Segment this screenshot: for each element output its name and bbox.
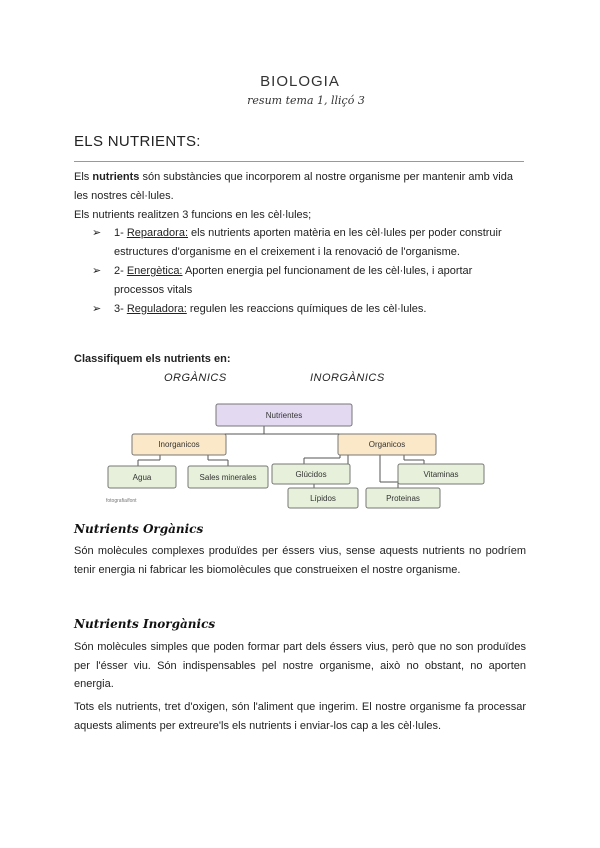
intro-paragraph bbox=[74, 168, 528, 225]
nutrients-diagram bbox=[104, 398, 496, 514]
glucids-node bbox=[272, 464, 350, 484]
organic-node bbox=[338, 434, 436, 455]
function-name: Reparadora: bbox=[126, 227, 188, 239]
organic-paragraph: Són molècules complexes produïdes per éssers vius, sense aquests nutrients no podríem tenir energia ni fabricar les biomolècules que construeixen el nostre organisme. bbox=[74, 545, 526, 576]
horizontal-divider bbox=[74, 161, 524, 162]
arrow-bullet-icon: ➢ bbox=[92, 227, 102, 239]
function-number: 1- bbox=[114, 227, 127, 239]
intro-rest: són substàncies que incorporem al nostre organisme per mantenir amb vida les nostres cèl·lules. bbox=[74, 171, 513, 202]
root-node bbox=[216, 404, 352, 426]
closing-paragraph: Tots els nutrients, tret d'oxigen, són l'aliment que ingerim. El nostre organisme fa processar aquests aliments per extreure'ls els nutrients i enviar-los cap a les cèl·lules. bbox=[74, 701, 526, 732]
salts-node-label: Sales minerales bbox=[199, 473, 257, 482]
list-item bbox=[92, 262, 512, 300]
arrow-bullet-icon: ➢ bbox=[92, 265, 102, 277]
intro-bold-term: nutrients bbox=[92, 171, 140, 183]
water-node bbox=[108, 466, 176, 488]
list-item bbox=[92, 224, 512, 262]
organic-heading: Nutrients Orgànics bbox=[74, 522, 204, 536]
function-name: Reguladora: bbox=[126, 303, 187, 315]
document-title: BIOLOGIA bbox=[260, 73, 340, 90]
inorganic-node-label: Inorganicos bbox=[158, 440, 200, 449]
salts-node bbox=[188, 466, 268, 488]
function-text: els nutrients aporten matèria en les cèl·lules per poder construir estructures d'organisme en el creixement i la renovació de l'organisme. bbox=[114, 227, 502, 258]
function-name: Energètica: bbox=[126, 265, 183, 277]
water-node-label: Agua bbox=[132, 473, 152, 482]
section-title: ELS NUTRIENTS: bbox=[74, 133, 201, 150]
function-text: regulen les reaccions químiques de les cèl·lules. bbox=[186, 303, 427, 315]
intro-functions-line: Els nutrients realitzen 3 funcions en les cèl·lules; bbox=[74, 209, 312, 221]
inorganic-paragraph: Són molècules simples que poden formar part dels éssers vius, però que no son produïdes per l'ésser viu. Són indispensables pel nostre organisme, això no obstant, no aporten energia. bbox=[74, 641, 526, 690]
document-subtitle: resum tema 1, lliçó 3 bbox=[247, 94, 365, 107]
function-text: Aporten energia pel funcionament de les cèl·lules, i aportar processos vitals bbox=[114, 265, 473, 296]
lipids-node-label: Lípidos bbox=[310, 494, 336, 503]
glucids-node-label: Glúcidos bbox=[295, 470, 327, 479]
lipids-node bbox=[288, 488, 358, 508]
classification-heading: Classifiquem els nutrients en: bbox=[74, 353, 231, 365]
inorganic-heading: Nutrients Inorgànics bbox=[74, 617, 216, 631]
organic-node-label: Organicos bbox=[368, 440, 406, 449]
proteins-node-label: Proteinas bbox=[386, 494, 420, 503]
function-number: 3- bbox=[114, 303, 127, 315]
vitamins-node bbox=[398, 464, 484, 484]
root-node-label: Nutrientes bbox=[265, 411, 303, 420]
proteins-node bbox=[366, 488, 440, 508]
function-number: 2- bbox=[114, 265, 127, 277]
intro-prefix: Els bbox=[74, 171, 93, 183]
vitamins-node-label: Vitaminas bbox=[423, 470, 459, 479]
organic-column-label: ORGÀNICS bbox=[164, 372, 227, 384]
inorganic-node bbox=[132, 434, 226, 455]
functions-list bbox=[92, 224, 512, 319]
inorganic-column-label: INORGÀNICS bbox=[310, 372, 385, 384]
list-item bbox=[92, 300, 512, 319]
diagram-credit: fotografia/font bbox=[106, 498, 137, 504]
arrow-bullet-icon: ➢ bbox=[92, 303, 102, 315]
